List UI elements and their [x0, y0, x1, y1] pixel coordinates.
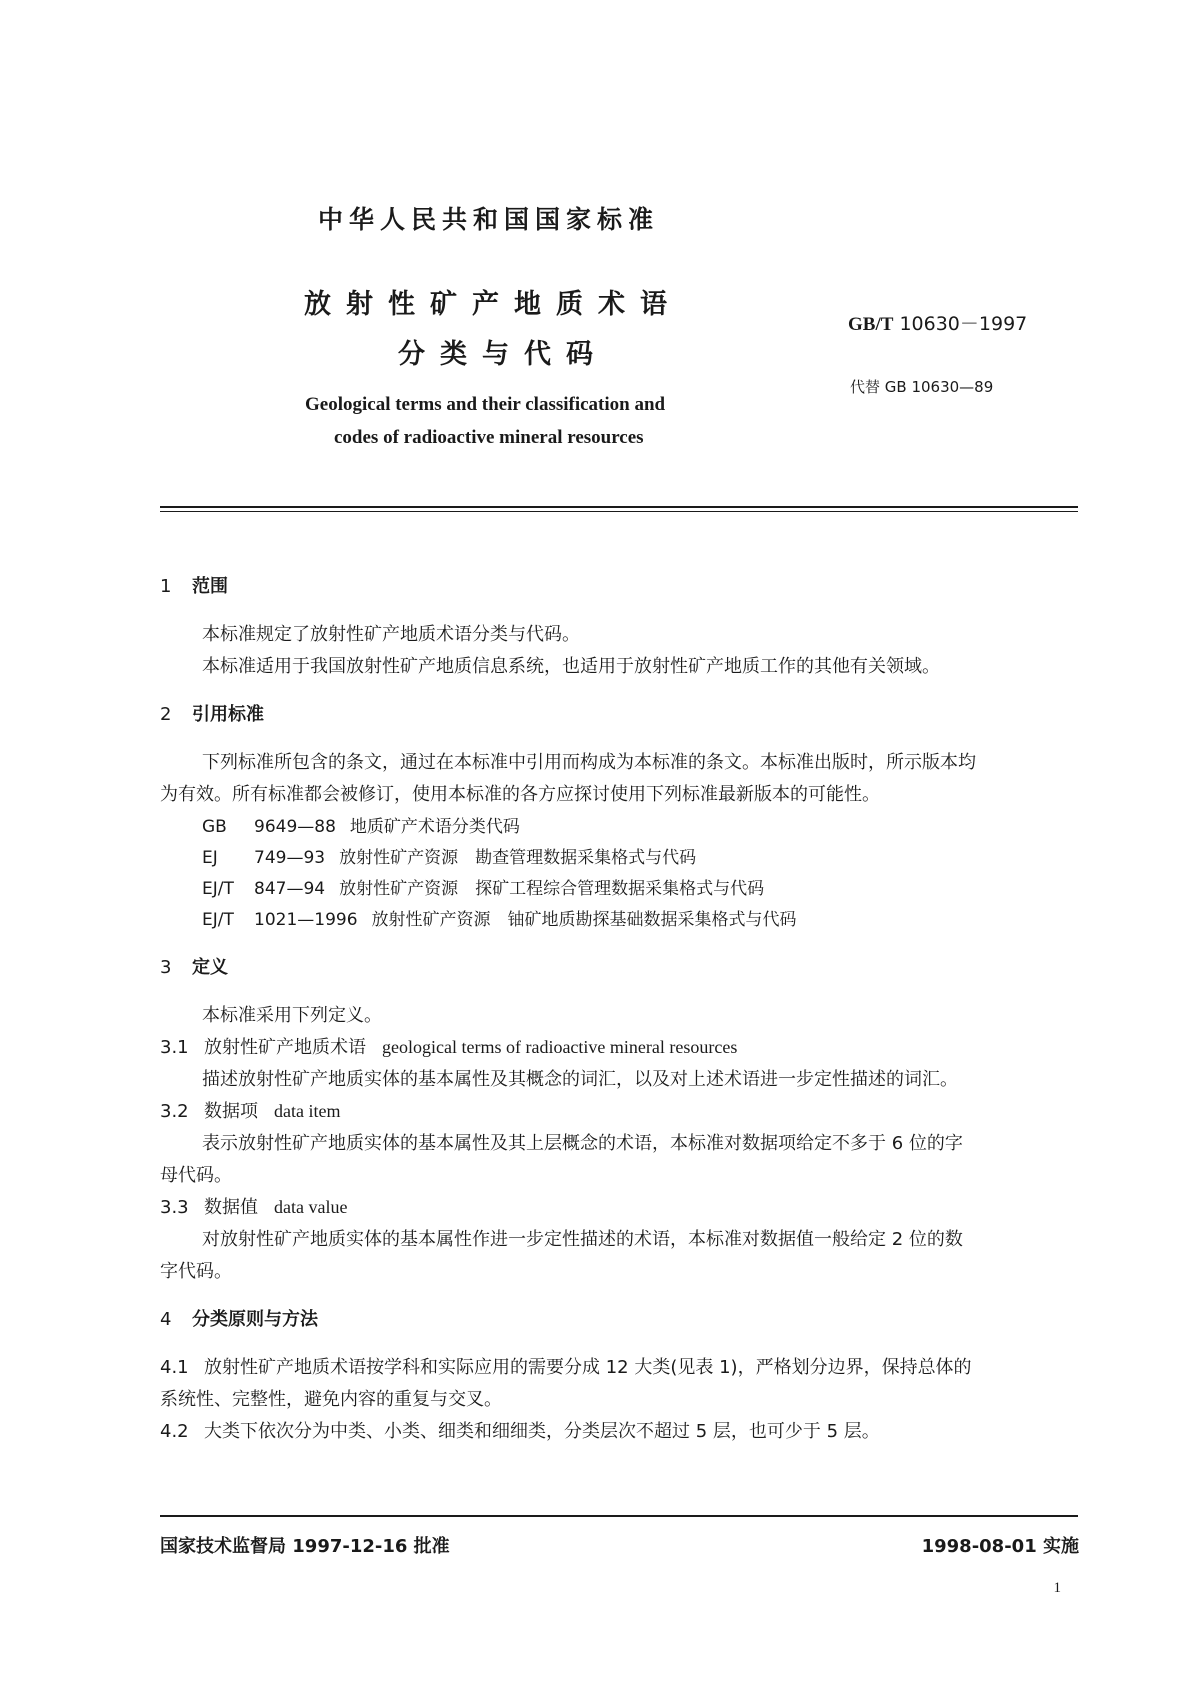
approval-date: 国家技术监督局 1997-12-16 批准 — [160, 1536, 450, 1557]
clause-4-1 — [160, 1353, 972, 1379]
replaces-note: 代替 GB 10630—89 — [850, 378, 994, 396]
clause-text: 放射性矿产地质术语按学科和实际应用的需要分成 12 大类(见表 1)，严格划分边界，保持总体的 — [204, 1357, 972, 1378]
header-rule-thick — [160, 506, 1078, 508]
section-number: 4 — [160, 1309, 172, 1330]
page-number: 1 — [1053, 1580, 1061, 1596]
reference-code: 1021—1996 — [254, 910, 358, 930]
reference-prefix: EJ — [202, 848, 218, 868]
section-title: 定义 — [192, 957, 228, 978]
clause-number: 3.2 — [160, 1101, 189, 1122]
clause-number: 4.2 — [160, 1421, 189, 1442]
section-3-heading — [160, 953, 228, 979]
title-en-line2: codes of radioactive mineral resources — [334, 427, 644, 448]
section-title: 分类原则与方法 — [192, 1309, 318, 1330]
standard-code — [848, 309, 1027, 336]
reference-item — [202, 874, 764, 899]
clause-4-2 — [160, 1417, 880, 1443]
reference-prefix: EJ/T — [202, 879, 234, 899]
clause-number: 4.1 — [160, 1357, 189, 1378]
definition-3-1-heading — [160, 1033, 737, 1059]
reference-title: 放射性矿产资源 探矿工程综合管理数据采集格式与代码 — [339, 879, 765, 899]
clause-number: 3.1 — [160, 1037, 189, 1058]
reference-prefix: EJ/T — [202, 910, 234, 930]
header-rule-thin — [160, 511, 1078, 512]
section-4-heading — [160, 1305, 318, 1331]
paragraph: 本标准适用于我国放射性矿产地质信息系统，也适用于放射性矿产地质工作的其他有关领域。 — [202, 656, 940, 677]
section-title: 范围 — [192, 576, 228, 597]
title-zh-line2: 分类与代码 — [398, 339, 608, 370]
reference-title: 放射性矿产资源 铀矿地质勘探基础数据采集格式与代码 — [371, 910, 797, 930]
term-zh: 数据值 — [204, 1197, 258, 1218]
standard-number: 10630－1997 — [899, 313, 1028, 335]
reference-item — [202, 905, 797, 930]
term-zh: 数据项 — [204, 1101, 258, 1122]
paragraph: 描述放射性矿产地质实体的基本属性及其概念的词汇，以及对上述术语进一步定性描述的词汇。 — [202, 1069, 958, 1090]
effective-date: 1998-08-01 实施 — [921, 1536, 1079, 1557]
paragraph: 对放射性矿产地质实体的基本属性作进一步定性描述的术语，本标准对数据值一般给定 2 位的数 — [202, 1229, 963, 1250]
reference-title: 放射性矿产资源 勘查管理数据采集格式与代码 — [339, 848, 697, 868]
section-number: 1 — [160, 576, 172, 597]
standard-prefix: GB/T — [848, 314, 894, 335]
term-en: geological terms of radioactive mineral resources — [382, 1037, 738, 1057]
title-zh-line1: 放射性矿产地质术语 — [304, 289, 682, 320]
paragraph: 母代码。 — [160, 1165, 232, 1186]
paragraph: 为有效。所有标准都会被修订，使用本标准的各方应探讨使用下列标准最新版本的可能性。 — [160, 784, 880, 805]
paragraph: 本标准规定了放射性矿产地质术语分类与代码。 — [202, 624, 580, 645]
section-title: 引用标准 — [192, 704, 264, 725]
term-zh: 放射性矿产地质术语 — [204, 1037, 366, 1058]
paragraph: 下列标准所包含的条文，通过在本标准中引用而构成为本标准的条文。本标准出版时，所示版本均 — [202, 752, 976, 773]
national-standard-heading: 中华人民共和国国家标准 — [318, 205, 660, 234]
title-en-line1: Geological terms and their classification and — [305, 394, 666, 415]
clause-text: 大类下依次分为中类、小类、细类和细细类，分类层次不超过 5 层，也可少于 5 层。 — [204, 1421, 880, 1442]
section-number: 3 — [160, 957, 172, 978]
section-2-heading — [160, 700, 264, 726]
term-en: data value — [274, 1197, 348, 1217]
term-en: data item — [274, 1101, 341, 1121]
definition-3-2-heading — [160, 1097, 340, 1123]
reference-code: 749—93 — [254, 848, 326, 868]
reference-title: 地质矿产术语分类代码 — [349, 817, 520, 837]
paragraph: 表示放射性矿产地质实体的基本属性及其上层概念的术语，本标准对数据项给定不多于 6 位的字 — [202, 1133, 963, 1154]
paragraph: 系统性、完整性，避免内容的重复与交叉。 — [160, 1389, 502, 1410]
section-1-heading — [160, 572, 228, 598]
paragraph: 本标准采用下列定义。 — [202, 1005, 382, 1026]
reference-item — [202, 812, 520, 837]
reference-code: 847—94 — [254, 879, 326, 899]
section-number: 2 — [160, 704, 172, 725]
definition-3-3-heading — [160, 1193, 347, 1219]
footer-rule — [160, 1515, 1078, 1517]
paragraph: 字代码。 — [160, 1261, 232, 1282]
reference-prefix: GB — [202, 817, 227, 837]
reference-item — [202, 843, 696, 868]
reference-code: 9649—88 — [254, 817, 336, 837]
clause-number: 3.3 — [160, 1197, 189, 1218]
